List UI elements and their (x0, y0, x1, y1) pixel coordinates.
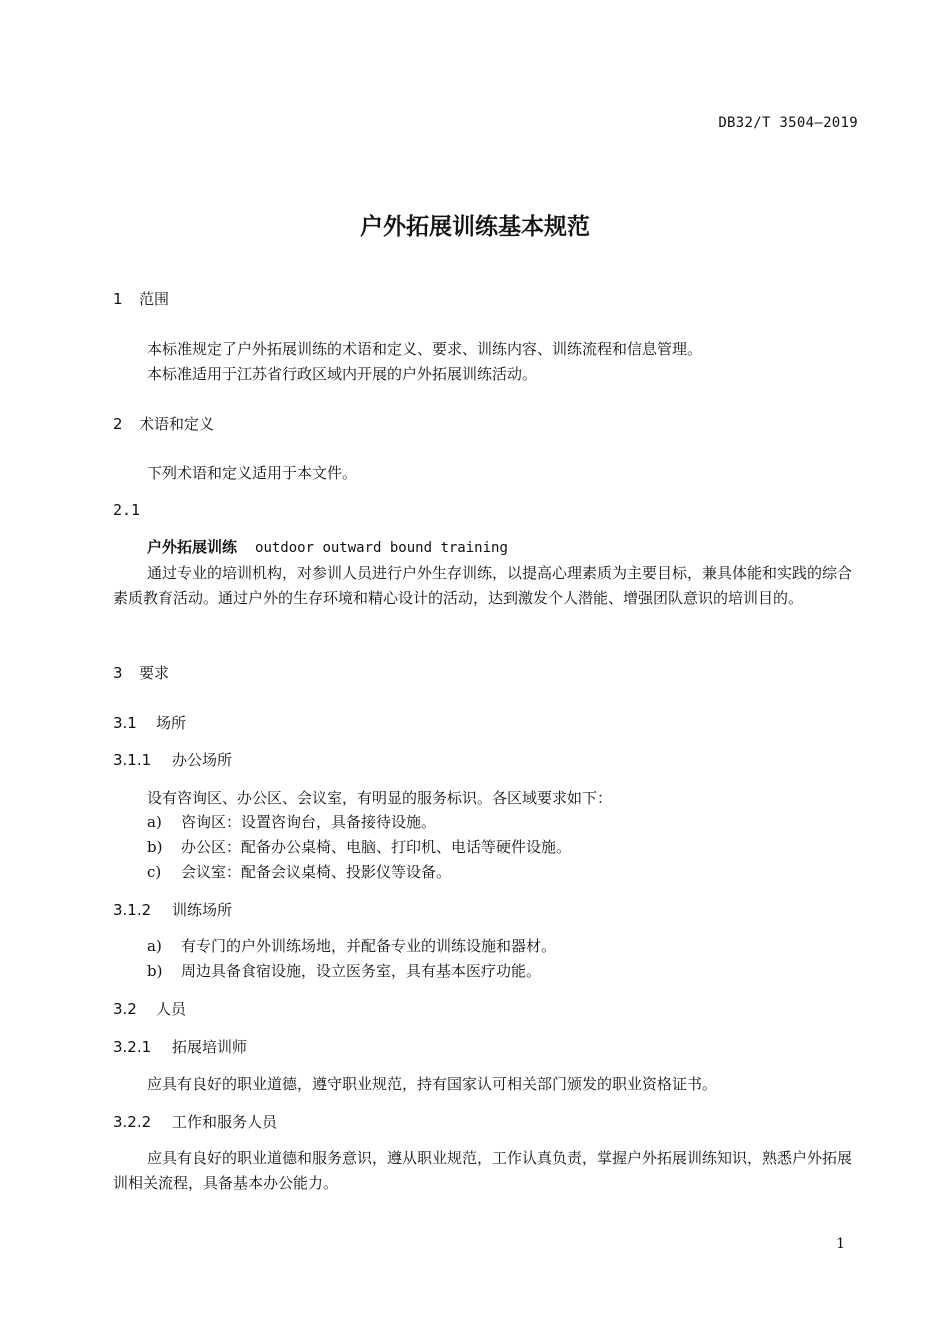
paragraph: 下列术语和定义适用于本文件。 (147, 464, 358, 482)
paragraph: 本标准适用于江苏省行政区域内开展的户外拓展训练活动。 (147, 365, 538, 383)
list-item (147, 860, 451, 884)
paragraph: 设有咨询区、办公区、会议室，有明显的服务标识。各区域要求如下： (147, 789, 613, 807)
clause-3-1-heading (113, 712, 186, 733)
page-number: 1 (836, 1236, 845, 1252)
clause-3-2-heading (113, 998, 186, 1019)
clause-title: 办公场所 (172, 751, 233, 769)
clause-2-1-number: 2.1 (113, 501, 141, 519)
list-item (147, 810, 436, 834)
paragraph: 本标准规定了户外拓展训练的术语和定义、要求、训练内容、训练流程和信息管理。 (147, 340, 703, 358)
list-text: 周边具备食宿设施，设立医务室，具有基本医疗功能。 (181, 962, 542, 980)
clause-3-2-2-heading (113, 1111, 277, 1132)
section-title: 范围 (139, 290, 170, 308)
list-text: 有专门的户外训练场地，并配备专业的训练设施和器材。 (181, 937, 557, 955)
section-number: 3 (113, 664, 123, 682)
section-1-heading (113, 288, 169, 309)
clause-number: 3.2.2 (113, 1113, 152, 1131)
paragraph: 应具有良好的职业道德和服务意识，遵从职业规范，工作认真负责，掌握户外拓展训练知识，熟悉户外拓展训相关流程，具备基本办公能力。 (113, 1149, 853, 1192)
clause-number: 3.1.1 (113, 751, 152, 769)
document-title: 户外拓展训练基本规范 (360, 214, 590, 240)
section-3-heading (113, 662, 169, 683)
list-marker: c) (147, 863, 162, 881)
section-number: 1 (113, 290, 123, 308)
section-2-heading (113, 413, 214, 434)
section-number: 2 (113, 415, 123, 433)
clause-number: 3.1.2 (113, 901, 152, 919)
standard-code: DB32/T 3504—2019 (718, 115, 858, 131)
clause-number: 3.1 (113, 714, 137, 732)
clause-title: 工作和服务人员 (172, 1113, 278, 1131)
clause-3-2-1-heading (113, 1036, 247, 1057)
clause-title: 训练场所 (172, 901, 233, 919)
list-marker: a) (147, 937, 162, 955)
clause-3-1-2-heading (113, 899, 232, 920)
clause-title: 场所 (156, 714, 187, 732)
term-entry (147, 535, 508, 560)
paragraph: 应具有良好的职业道德，遵守职业规范，持有国家认可相关部门颁发的职业资格证书。 (147, 1075, 718, 1093)
section-title: 术语和定义 (139, 415, 215, 433)
list-text: 办公区：配备办公桌椅、电脑、打印机、电话等硬件设施。 (181, 838, 572, 856)
clause-3-1-1-heading (113, 749, 232, 770)
list-text: 会议室：配备会议桌椅、投影仪等设备。 (181, 863, 452, 881)
list-marker: a) (147, 813, 162, 831)
list-text: 咨询区：设置咨询台，具备接待设施。 (181, 813, 437, 831)
list-item (147, 934, 556, 958)
list-marker: b) (147, 962, 163, 980)
clause-title: 拓展培训师 (172, 1038, 248, 1056)
clause-title: 人员 (156, 1000, 187, 1018)
clause-number: 3.2.1 (113, 1038, 152, 1056)
clause-number: 3.2 (113, 1000, 137, 1018)
section-title: 要求 (139, 664, 170, 682)
term-english: outdoor outward bound training (255, 540, 508, 556)
term-chinese: 户外拓展训练 (147, 538, 238, 556)
list-marker: b) (147, 838, 163, 856)
list-item (147, 835, 571, 859)
term-definition: 通过专业的培训机构，对参训人员进行户外生存训练，以提高心理素质为主要目标，兼具体能和实践的综合素质教育活动。通过户外的生存环境和精心设计的活动，达到激发个人潜能、增强团队意识的培训目的。 (113, 564, 853, 607)
list-item (147, 959, 541, 983)
